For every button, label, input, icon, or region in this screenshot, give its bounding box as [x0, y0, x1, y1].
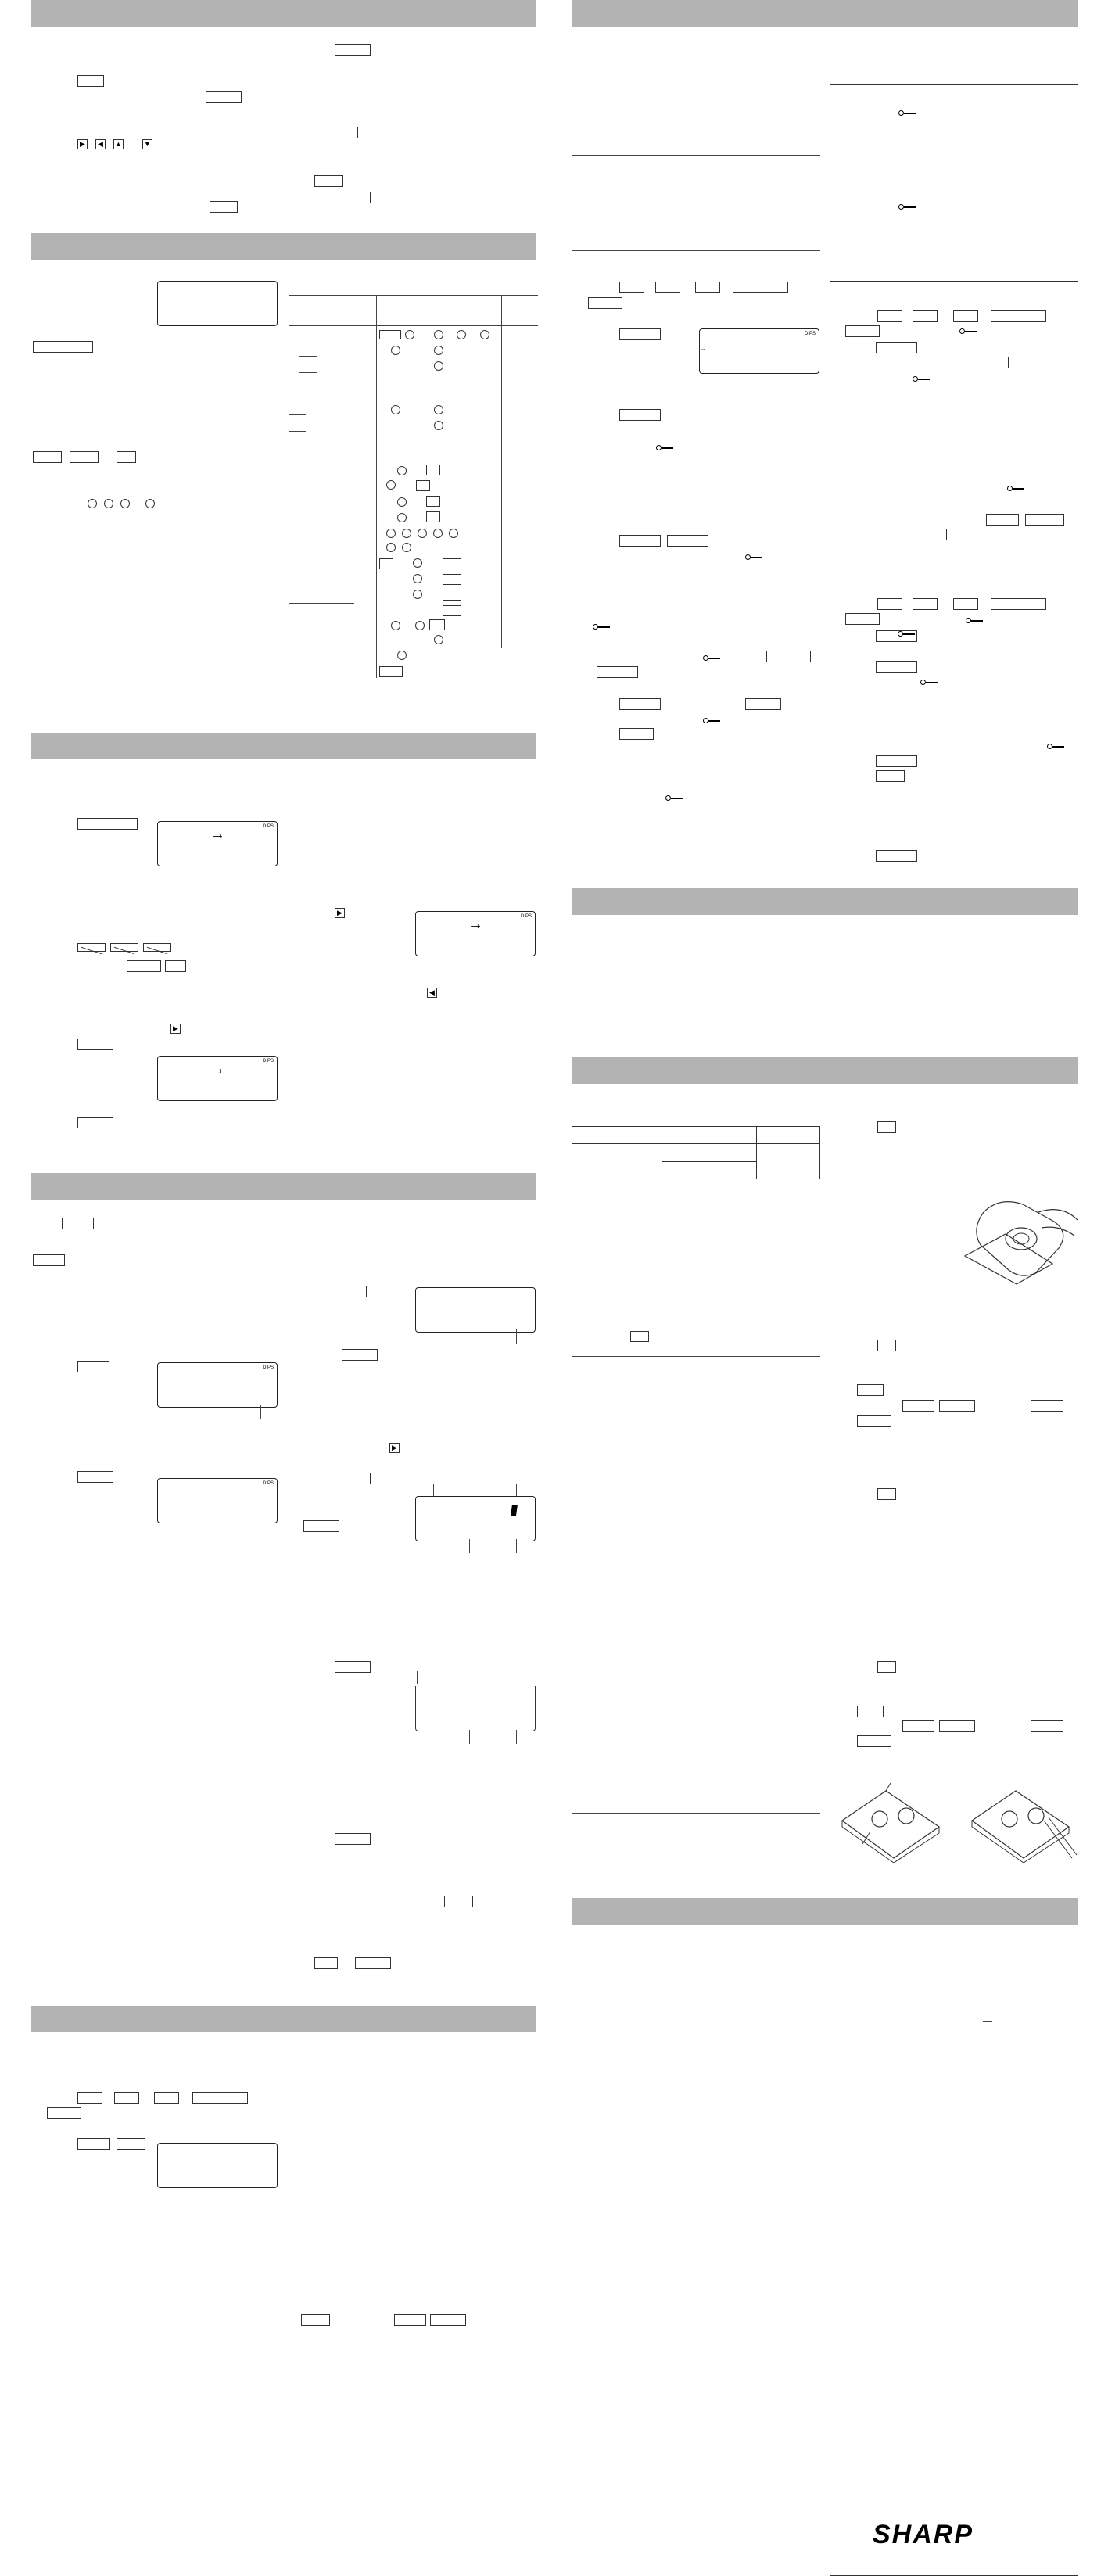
circle-key-icon	[397, 513, 407, 522]
key	[876, 770, 905, 782]
key	[953, 310, 978, 322]
key	[619, 409, 661, 421]
table-rule	[299, 372, 317, 373]
dips-indicator: DIPS	[804, 332, 816, 336]
section-header-band	[31, 233, 536, 260]
circle-key-icon	[480, 330, 489, 339]
key	[355, 1957, 391, 1969]
sharp-logo: SHARP	[873, 2520, 974, 2549]
section-header-band	[572, 888, 1078, 915]
key	[165, 960, 186, 972]
key	[77, 2138, 110, 2150]
circle-key-icon	[434, 421, 443, 430]
key	[619, 282, 644, 293]
key	[619, 698, 661, 710]
key	[986, 514, 1019, 526]
key-symbol-icon	[966, 618, 984, 624]
key-symbol-icon	[665, 795, 684, 802]
key	[379, 666, 403, 677]
up-arrow-key-icon: ▲	[113, 139, 124, 149]
key-symbol-icon	[959, 328, 978, 335]
key	[630, 1331, 649, 1342]
lcd-display	[157, 281, 278, 326]
pointer-line	[260, 1405, 261, 1419]
battery-insert-illustration	[839, 1780, 944, 1863]
circle-key-icon	[434, 635, 443, 644]
section-header-band	[572, 1057, 1078, 1084]
key	[379, 330, 401, 339]
lcd-display	[157, 1362, 278, 1408]
key	[426, 496, 440, 507]
key	[877, 310, 902, 322]
circle-key-icon	[145, 499, 155, 508]
key	[902, 1400, 934, 1412]
circle-key-icon	[413, 574, 422, 583]
key	[429, 619, 445, 630]
key-symbol-icon	[913, 376, 931, 382]
key	[877, 1121, 896, 1133]
table-rule	[501, 295, 502, 648]
circle-key-icon	[434, 330, 443, 339]
lcd-display	[157, 1056, 278, 1101]
table-rule	[289, 603, 354, 604]
lcd-bracket	[415, 1686, 536, 1731]
key	[430, 2314, 466, 2326]
circle-key-icon	[402, 543, 411, 552]
pointer-line	[433, 1484, 434, 1497]
key	[876, 850, 917, 862]
section-rule	[572, 155, 820, 156]
key	[443, 605, 461, 616]
key	[876, 342, 917, 353]
lcd-display	[157, 821, 278, 866]
key	[33, 451, 62, 463]
key	[733, 282, 788, 293]
key	[426, 465, 440, 475]
table-rule	[376, 295, 377, 678]
key	[77, 1117, 113, 1128]
key	[876, 755, 917, 767]
key	[47, 2107, 81, 2119]
section-rule	[572, 1356, 820, 1357]
arrow-figure: →	[210, 1060, 225, 1078]
section-rule	[572, 250, 820, 251]
key	[127, 960, 161, 972]
circle-key-icon	[405, 330, 414, 339]
key	[192, 2092, 248, 2104]
circle-key-icon	[397, 651, 407, 660]
dips-indicator: DIPS	[262, 1481, 274, 1486]
circle-key-icon	[413, 558, 422, 568]
key-symbol-icon	[920, 680, 939, 686]
key	[110, 943, 138, 952]
key	[379, 558, 393, 569]
dips-indicator: DIPS	[262, 1059, 274, 1064]
arrow-figure: →	[468, 916, 483, 933]
key	[335, 1833, 371, 1845]
key	[117, 451, 136, 463]
lcd-display	[415, 1287, 536, 1333]
key-symbol-icon	[703, 655, 722, 662]
key	[77, 943, 106, 952]
key	[335, 44, 371, 56]
key	[443, 558, 461, 569]
circle-key-icon	[386, 480, 396, 490]
circle-key-icon	[391, 405, 400, 414]
table-rule	[289, 431, 306, 432]
key	[876, 661, 917, 673]
key	[939, 1720, 975, 1732]
key	[342, 1349, 378, 1361]
key	[745, 698, 781, 710]
circle-key-icon	[434, 346, 443, 355]
key	[667, 535, 708, 547]
circle-key-icon	[104, 499, 113, 508]
key	[857, 1735, 891, 1747]
key	[443, 590, 461, 601]
key	[939, 1400, 975, 1412]
key	[877, 1661, 896, 1673]
key	[394, 2314, 426, 2326]
key	[335, 1473, 371, 1484]
key	[857, 1415, 891, 1427]
key-symbol-icon	[898, 204, 917, 210]
key	[33, 1254, 65, 1266]
key-symbol-icon	[593, 624, 611, 630]
key-symbol-icon	[898, 631, 916, 637]
key	[588, 297, 622, 309]
pointer-line	[469, 1539, 470, 1553]
right-arrow-key-icon: ▶	[335, 908, 345, 918]
circle-key-icon	[88, 499, 97, 508]
key	[443, 574, 461, 585]
pointer-line	[516, 1329, 517, 1344]
lcd-mark: ▪▪	[701, 348, 705, 353]
key-symbol-icon	[1047, 744, 1066, 750]
key	[444, 1896, 473, 1907]
down-arrow-key-icon: ▼	[142, 139, 152, 149]
key	[117, 2138, 145, 2150]
circle-key-icon	[413, 590, 422, 599]
right-arrow-key-icon: ▶	[170, 1024, 181, 1034]
key	[877, 1488, 896, 1500]
table-rule	[299, 356, 317, 357]
key	[857, 1384, 884, 1396]
key	[335, 127, 358, 138]
key	[335, 192, 371, 203]
circle-key-icon	[386, 543, 396, 552]
circle-key-icon	[386, 529, 396, 538]
section-header-band	[31, 733, 536, 759]
key-symbol-icon	[656, 445, 675, 451]
table-rule	[289, 414, 306, 415]
lcd-display	[699, 328, 819, 374]
spec-table	[572, 1126, 820, 1179]
key	[77, 1361, 109, 1372]
circle-key-icon	[120, 499, 130, 508]
key	[335, 1286, 367, 1297]
key	[70, 451, 99, 463]
key	[913, 310, 938, 322]
key	[766, 651, 811, 662]
key	[1008, 357, 1049, 368]
key	[314, 175, 343, 187]
circle-key-icon	[402, 529, 411, 538]
key	[77, 2092, 102, 2104]
circle-key-icon	[434, 361, 443, 371]
circle-key-icon	[391, 346, 400, 355]
circle-key-icon	[418, 529, 427, 538]
key	[114, 2092, 139, 2104]
lcd-display	[157, 2143, 278, 2188]
key-symbol-icon	[898, 110, 917, 117]
key	[206, 91, 242, 103]
key	[314, 1957, 338, 1969]
key-symbol-icon	[745, 554, 764, 561]
key	[597, 666, 638, 678]
key	[77, 818, 138, 830]
key	[143, 943, 171, 952]
dips-indicator: DIPS	[520, 914, 532, 919]
key	[301, 2314, 330, 2326]
right-arrow-key-icon: ▶	[389, 1443, 400, 1453]
key	[154, 2092, 179, 2104]
lcd-display	[415, 911, 536, 956]
key	[845, 325, 880, 337]
key	[845, 613, 880, 625]
pointer-line	[516, 1484, 517, 1497]
section-header-band	[31, 2006, 536, 2032]
circle-key-icon	[397, 466, 407, 475]
key	[62, 1218, 94, 1229]
section-rule	[572, 1813, 820, 1814]
key	[695, 282, 720, 293]
pointer-line	[516, 1730, 517, 1744]
key	[1031, 1400, 1063, 1412]
key	[619, 535, 661, 547]
section-header-band	[572, 0, 1078, 27]
key	[902, 1720, 934, 1732]
section-header-band	[572, 1898, 1078, 1925]
key	[877, 1340, 896, 1351]
key	[426, 511, 440, 522]
circle-key-icon	[449, 529, 458, 538]
key	[77, 1471, 113, 1483]
note-box	[830, 84, 1078, 282]
key	[991, 598, 1046, 610]
key-symbol-icon	[703, 718, 722, 724]
pointer-line	[417, 1671, 418, 1684]
circle-key-icon	[433, 529, 443, 538]
left-arrow-key-icon: ◀	[427, 988, 437, 998]
key	[335, 1661, 371, 1673]
minus-mark	[983, 2021, 992, 2022]
key-symbol-icon	[1007, 486, 1026, 492]
section-header-band	[31, 0, 536, 27]
key	[619, 728, 654, 740]
key	[416, 480, 430, 491]
key	[887, 529, 947, 540]
cursor-block	[511, 1505, 518, 1516]
key	[655, 282, 680, 293]
section-header-band	[31, 1173, 536, 1200]
right-arrow-key-icon: ▶	[77, 139, 88, 149]
key	[210, 201, 238, 213]
key	[33, 341, 93, 353]
key	[303, 1520, 339, 1532]
lcd-display	[415, 1496, 536, 1541]
key	[77, 75, 104, 87]
key	[953, 598, 978, 610]
pointer-line	[516, 1539, 517, 1553]
circle-key-icon	[415, 621, 425, 630]
key	[991, 310, 1046, 322]
key	[1025, 514, 1064, 526]
battery-cover-illustration	[960, 1181, 1079, 1289]
key	[619, 328, 661, 340]
key	[857, 1706, 884, 1717]
arrow-figure: →	[210, 826, 225, 843]
pointer-line	[469, 1730, 470, 1744]
left-arrow-key-icon: ◀	[95, 139, 106, 149]
key	[913, 598, 938, 610]
dips-indicator: DIPS	[262, 824, 274, 829]
key	[77, 1039, 113, 1050]
battery-insert-illustration	[969, 1780, 1078, 1863]
dips-indicator: DIPS	[262, 1365, 274, 1370]
circle-key-icon	[397, 497, 407, 507]
circle-key-icon	[391, 621, 400, 630]
circle-key-icon	[457, 330, 466, 339]
lcd-display	[157, 1478, 278, 1523]
key	[877, 598, 902, 610]
circle-key-icon	[434, 405, 443, 414]
key	[1031, 1720, 1063, 1732]
